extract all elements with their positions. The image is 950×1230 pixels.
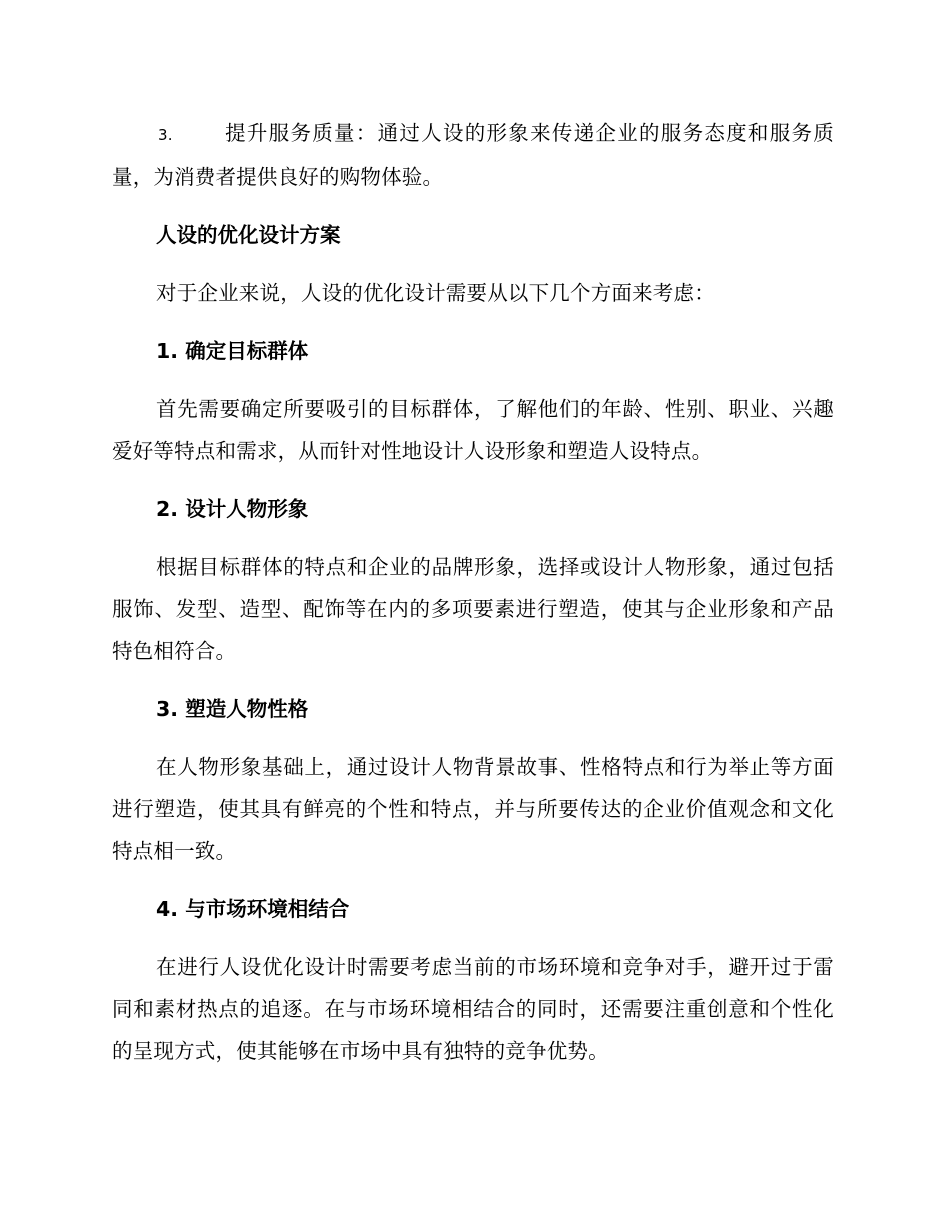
list-item-service-quality — [112, 112, 834, 198]
subsection-heading-market-environment: 4. 与市场环境相结合 — [156, 897, 350, 921]
section-title: 人设的优化设计方案 — [156, 223, 341, 247]
list-item-number: 3. — [158, 126, 173, 144]
document-body — [112, 112, 834, 1072]
spacer — [112, 530, 834, 546]
subsection-body-target-group: 首先需要确定所要吸引的目标群体，了解他们的年龄、性别、职业、兴趣爱好等特点和需求，从而针对性地设计人设形象和塑造人设特点。 — [112, 397, 834, 463]
list-item-text: 提升服务质量：通过人设的形象来传递企业的服务态度和服务质量，为消费者提供良好的购物体验。 — [112, 121, 834, 189]
spacer — [112, 256, 834, 272]
spacer — [112, 930, 834, 946]
spacer — [112, 472, 834, 488]
subsection-body-character-personality: 在人物形象基础上，通过设计人物背景故事、性格特点和行为举止等方面进行塑造，使其具有鲜亮的个性和特点，并与所要传达的企业价值观念和文化特点相一致。 — [112, 755, 834, 863]
subsection-body-market-environment: 在进行人设优化设计时需要考虑当前的市场环境和竞争对手，避开过于雷同和素材热点的追逐。在与市场环境相结合的同时，还需要注重创意和个性化的呈现方式，使其能够在市场中具有独特的竞争优势。 — [112, 955, 834, 1063]
subsection-heading-character-personality: 3. 塑造人物性格 — [156, 697, 309, 721]
spacer — [112, 730, 834, 746]
spacer — [112, 872, 834, 888]
subsection-heading-character-image: 2. 设计人物形象 — [156, 497, 309, 521]
subsection-body-character-image: 根据目标群体的特点和企业的品牌形象，选择或设计人物形象，通过包括服饰、发型、造型、配饰等在内的多项要素进行塑造，使其与企业形象和产品特色相符合。 — [112, 555, 834, 663]
spacer — [112, 314, 834, 330]
spacer — [112, 198, 834, 214]
subsection-heading-target-group: 1. 确定目标群体 — [156, 339, 309, 363]
spacer — [112, 372, 834, 388]
spacer — [112, 672, 834, 688]
section-intro: 对于企业来说，人设的优化设计需要从以下几个方面来考虑： — [156, 281, 715, 305]
